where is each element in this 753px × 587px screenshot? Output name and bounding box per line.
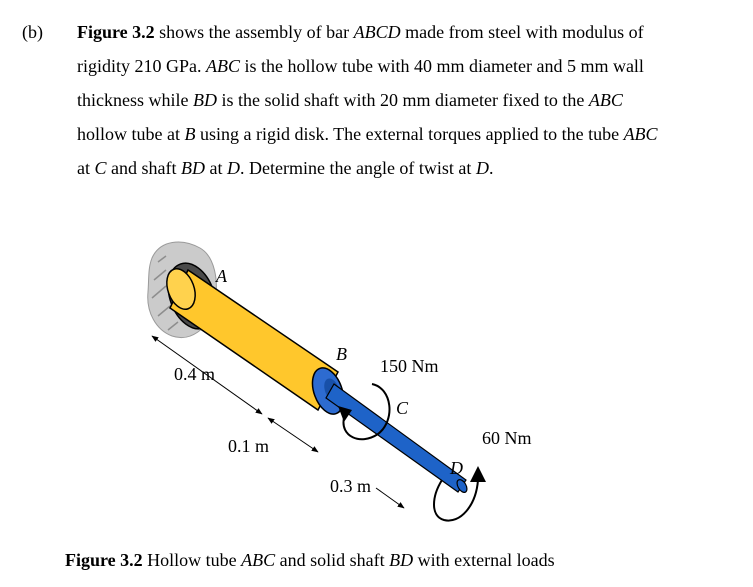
label-A: A <box>216 266 227 286</box>
label-torque-D: 60 Nm <box>482 428 532 448</box>
label-dim-AB: 0.4 m <box>174 364 216 384</box>
torque-D-arrowhead <box>470 466 486 482</box>
question-line-2: rigidity 210 GPa. ABC is the hollow tube with 40 mm diameter and 5 mm wall <box>77 56 644 76</box>
question-line-5: at C and shaft BD at D. Determine the angle of twist at D. <box>77 158 494 178</box>
figure-caption: Figure 3.2 Hollow tube ABC and solid shaft BD with external loads <box>65 550 555 570</box>
label-dim-CD: 0.3 m <box>330 476 372 496</box>
label-B: B <box>336 344 347 364</box>
dim-line-BC <box>268 418 318 452</box>
question-line-3: thickness while BD is the solid shaft with 20 mm diameter fixed to the ABC <box>77 90 623 110</box>
label-dim-BC: 0.1 m <box>228 436 270 456</box>
label-torque-C: 150 Nm <box>380 356 439 376</box>
dim-line-CD <box>376 488 404 508</box>
part-label: (b) <box>22 22 43 42</box>
label-D: D <box>450 458 463 478</box>
question-line-1: Figure 3.2 shows the assembly of bar ABCD made from steel with modulus of <box>77 22 644 42</box>
label-C: C <box>396 398 409 418</box>
question-line-4: hollow tube at B using a rigid disk. The external torques applied to the tube ABC <box>77 124 658 144</box>
